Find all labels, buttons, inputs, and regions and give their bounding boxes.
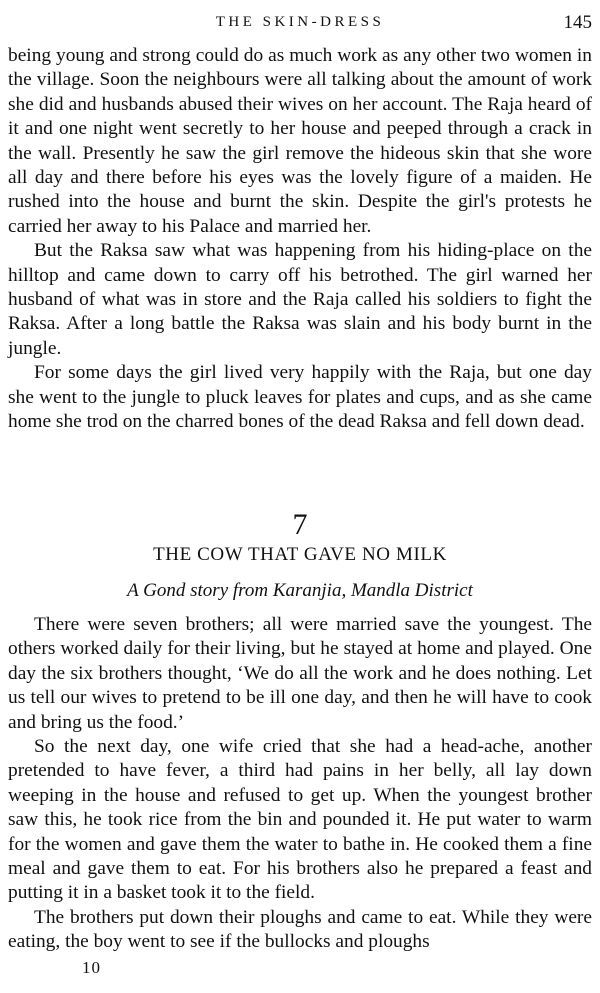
chapter-subtitle: A Gond story from Karanjia, Mandla District — [127, 580, 473, 601]
running-head — [8, 12, 592, 38]
paragraph: So the next day, one wife cried that she had a head-ache, another pretended to have fever, a third had pains in her belly, all lay down weeping in the house and refused to get up. When the youngest brother saw this, he took rice from the bin and pounded it. He put water to warm for the women and gave them the water to bathe in. He cooked them a fine meal and gave them to eat. For his brothers also he prepared a feast and putting it in a basket took it to the field. — [8, 736, 592, 904]
paragraph: But the Raksa saw what was happening from his hiding-place on the hilltop and came down to carry off his betrothed. The girl warned her husband of what was in store and the Raja called his soldiers to fight the Raksa. After a long battle the Raksa was slain and his body burnt in the jungle. — [8, 240, 592, 359]
paragraph: There were seven brothers; all were married save the youngest. The others worked daily for their living, but he stayed at home and played. One day the six brothers thought, ‘We do all the work and he does nothing. Let us tell our wives to pretend to be ill one day, and then he will have to cook and bring us the food.’ — [8, 614, 592, 733]
page-number: 145 — [563, 12, 592, 33]
paragraph: being young and strong could do as much work as any other two women in the village. Soon the neighbours were all talking about the amount of work she did and husbands abused their wives on her account. The Raja heard of it and one night went secretly to her house and peeped through a crack in the wall. Presently he saw the girl remove the hideous skin that she wore all day and there before his eyes was the lovely figure of a maiden. He rushed into the house and burnt the skin. Despite the girl's protests he carried her away to his Palace and married her. — [8, 45, 592, 237]
paragraph: For some days the girl lived very happily with the Raja, but one day she went to the jungle to pluck leaves for plates and cups, and as she came home she trod on the charred bones of the dead Raksa and fell down dead. — [8, 362, 592, 433]
chapter-number: 7 — [292, 508, 308, 541]
paragraph: The brothers put down their ploughs and came to eat. While they were eating, the boy went to see if the bullocks and ploughs — [8, 906, 592, 953]
folio-signature: 10 — [82, 958, 101, 977]
chapter-title: THE COW THAT GAVE NO MILK — [153, 544, 447, 565]
story-continued — [8, 44, 592, 435]
running-title: THE SKIN-DRESS — [215, 14, 385, 30]
chapter-body — [8, 613, 592, 955]
